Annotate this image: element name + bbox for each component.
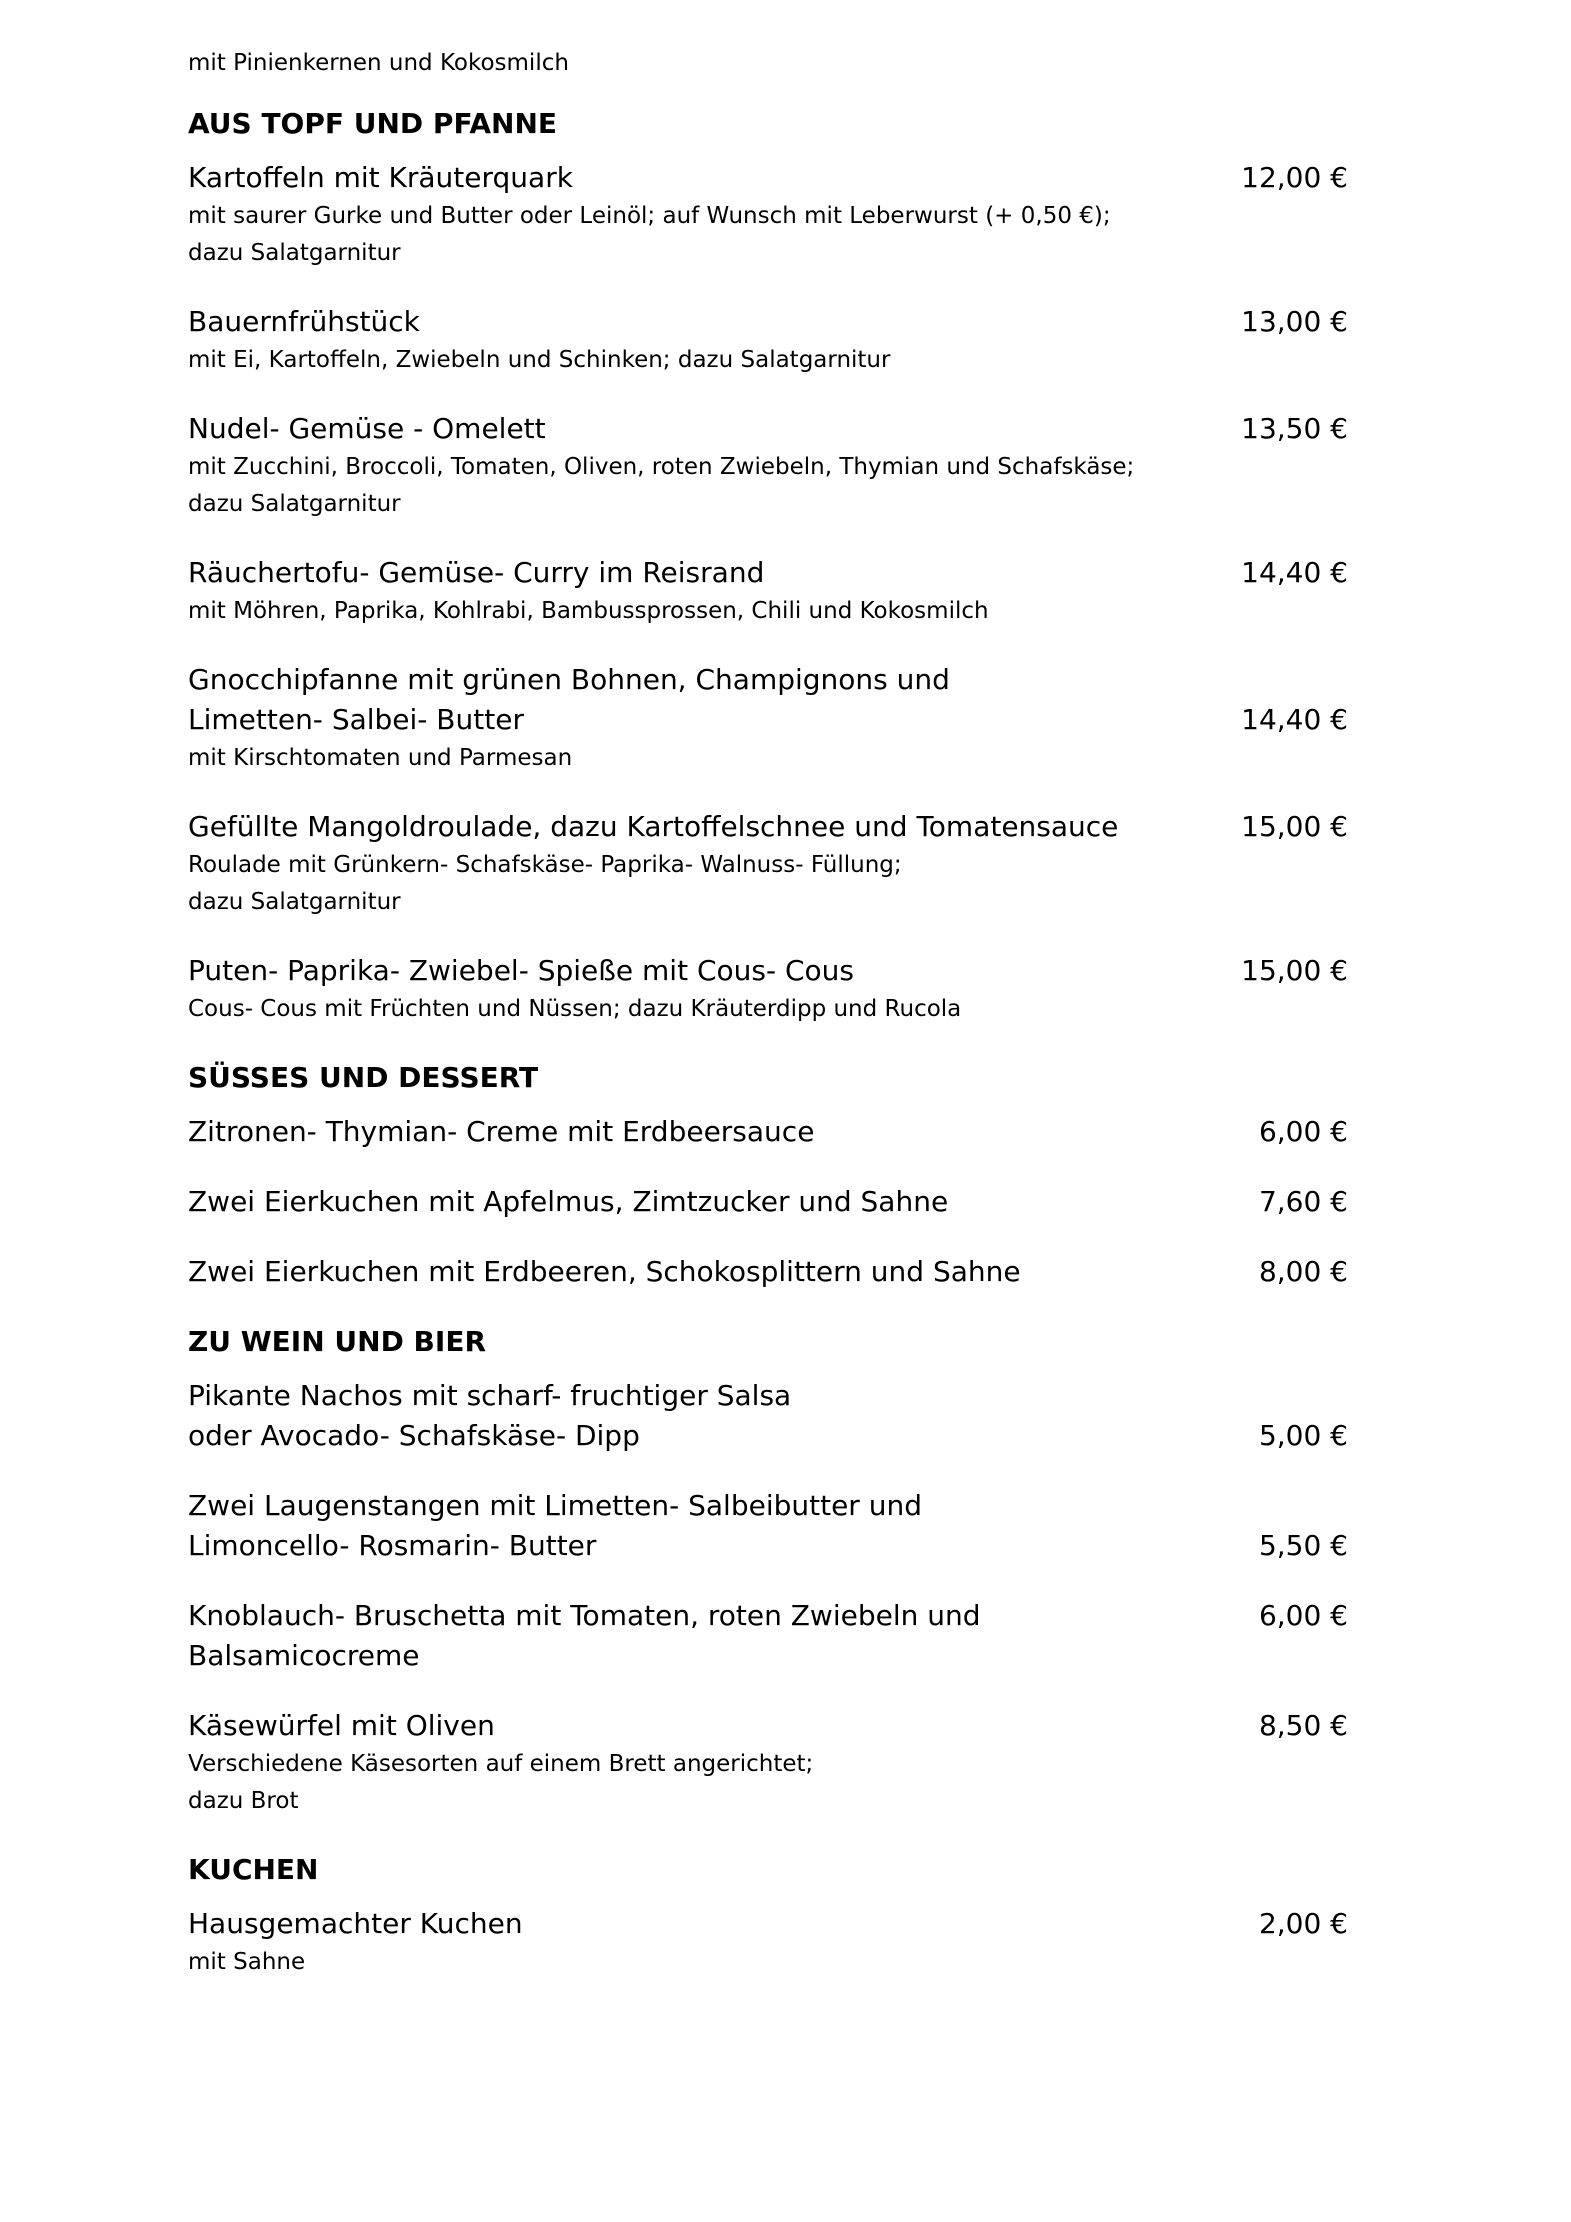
menu-item-description: dazu Brot (188, 1788, 299, 1814)
menu-item-name: Knoblauch- Bruschetta mit Tomaten, roten Zwiebeln und Balsamicocreme (188, 1599, 981, 1672)
menu-item-name: Zitronen- Thymian- Creme mit Erdbeersauce (188, 1115, 815, 1148)
menu-item-description: mit Sahne (188, 1949, 306, 1975)
menu-item-text (188, 158, 1178, 272)
menu-item-name: Hausgemachter Kuchen (188, 1907, 523, 1940)
menu-item (188, 553, 1348, 630)
menu-item-price: 8,50 € (1258, 1709, 1348, 1742)
menu-item-name: Bauernfrühstück (188, 305, 420, 338)
menu-item (188, 1252, 1348, 1292)
menu-item-name: Käsewürfel mit Oliven (188, 1709, 495, 1742)
menu-item-text (188, 951, 1178, 1028)
menu-item-name: Zwei Eierkuchen mit Apfelmus, Zimtzucker und Sahne (188, 1185, 949, 1218)
section-title: SÜSSES UND DESSERT (188, 1061, 539, 1094)
menu-item-description: dazu Salatgarnitur (188, 889, 401, 915)
menu-item-description: dazu Salatgarnitur (188, 491, 401, 517)
menu-item-description: mit Ei, Kartoffeln, Zwiebeln und Schinken; dazu Salatgarnitur (188, 347, 891, 373)
menu-item-text (188, 1376, 1178, 1456)
menu-item-name: Zwei Laugenstangen mit Limetten- Salbeibutter und (188, 1489, 922, 1522)
section-title: AUS TOPF UND PFANNE (188, 107, 558, 140)
menu-item-text (188, 1486, 1178, 1566)
menu-item-text (188, 1706, 1178, 1820)
lead-text: mit Pinienkernen und Kokosmilch (188, 50, 569, 76)
menu-page (188, 44, 1348, 2011)
menu-item (188, 409, 1348, 523)
menu-item-text (188, 1112, 1178, 1152)
menu-item-price: 6,00 € (1258, 1115, 1348, 1148)
menu-item-text (188, 807, 1178, 921)
menu-item-name: Räuchertofu- Gemüse- Curry im Reisrand (188, 556, 765, 589)
menu-item-price: 13,00 € (1241, 305, 1348, 338)
menu-item-description: mit Zucchini, Broccoli, Tomaten, Oliven, roten Zwiebeln, Thymian und Schafskäse; (188, 454, 1135, 480)
menu-sections (188, 104, 1348, 1981)
menu-item-price: 7,60 € (1258, 1185, 1348, 1218)
menu-item (188, 1596, 1348, 1676)
menu-item-price: 15,00 € (1241, 810, 1348, 843)
menu-item-price: 15,00 € (1241, 954, 1348, 987)
menu-item (188, 660, 1348, 777)
menu-item-price: 5,50 € (1258, 1529, 1348, 1562)
menu-item (188, 1904, 1348, 1981)
section-title: KUCHEN (188, 1853, 319, 1886)
menu-item-name: Zwei Eierkuchen mit Erdbeeren, Schokosplittern und Sahne (188, 1255, 1021, 1288)
menu-section (188, 1058, 1348, 1292)
section-title: ZU WEIN UND BIER (188, 1325, 487, 1358)
menu-item-description: Verschiedene Käsesorten auf einem Brett angerichtet; (188, 1751, 814, 1777)
menu-item (188, 807, 1348, 921)
menu-section (188, 1850, 1348, 1981)
menu-item-name: Limoncello- Rosmarin- Butter (188, 1529, 597, 1562)
menu-item-name: Gefüllte Mangoldroulade, dazu Kartoffelschnee und Tomatensauce (188, 810, 1119, 843)
menu-item-description: dazu Salatgarnitur (188, 240, 401, 266)
menu-section (188, 1322, 1348, 1820)
menu-item-price: 12,00 € (1241, 161, 1348, 194)
menu-item-name: Nudel- Gemüse - Omelett (188, 412, 546, 445)
menu-item-text (188, 302, 1178, 379)
menu-item-name: Limetten- Salbei- Butter (188, 703, 524, 736)
menu-item-description: Cous- Cous mit Früchten und Nüssen; dazu Kräuterdipp und Rucola (188, 996, 962, 1022)
menu-item-text (188, 1252, 1178, 1292)
menu-item-name: Kartoffeln mit Kräuterquark (188, 161, 573, 194)
menu-item (188, 1112, 1348, 1152)
menu-item-name: Gnocchipfanne mit grünen Bohnen, Champignons und (188, 663, 950, 696)
menu-item (188, 158, 1348, 272)
menu-item-price: 14,40 € (1241, 556, 1348, 589)
menu-item-price: 5,00 € (1258, 1419, 1348, 1452)
menu-item-text (188, 409, 1178, 523)
menu-item-name: oder Avocado- Schafskäse- Dipp (188, 1419, 640, 1452)
menu-item (188, 1486, 1348, 1566)
menu-item-description: mit Kirschtomaten und Parmesan (188, 745, 573, 771)
menu-item-price: 2,00 € (1258, 1907, 1348, 1940)
menu-item-text (188, 1182, 1178, 1222)
menu-item (188, 1182, 1348, 1222)
menu-item-description: Roulade mit Grünkern- Schafskäse- Paprika- Walnuss- Füllung; (188, 852, 902, 878)
menu-item-name: Puten- Paprika- Zwiebel- Spieße mit Cous- Cous (188, 954, 854, 987)
menu-item (188, 302, 1348, 379)
menu-item-price: 13,50 € (1241, 412, 1348, 445)
menu-item (188, 1376, 1348, 1456)
menu-item-text (188, 1904, 1178, 1981)
menu-item-text (188, 660, 1178, 777)
menu-item-text (188, 553, 1178, 630)
menu-item-price: 6,00 € (1258, 1599, 1348, 1632)
menu-item (188, 951, 1348, 1028)
menu-item-name: Pikante Nachos mit scharf- fruchtiger Salsa (188, 1379, 792, 1412)
menu-item-price: 8,00 € (1258, 1255, 1348, 1288)
menu-item-text (188, 1596, 1178, 1676)
menu-item (188, 1706, 1348, 1820)
menu-item-description: mit Möhren, Paprika, Kohlrabi, Bambussprossen, Chili und Kokosmilch (188, 598, 989, 624)
menu-section (188, 104, 1348, 1028)
menu-item-description: mit saurer Gurke und Butter oder Leinöl; auf Wunsch mit Leberwurst (+ 0,50 €); (188, 203, 1111, 229)
menu-item-price: 14,40 € (1241, 703, 1348, 736)
